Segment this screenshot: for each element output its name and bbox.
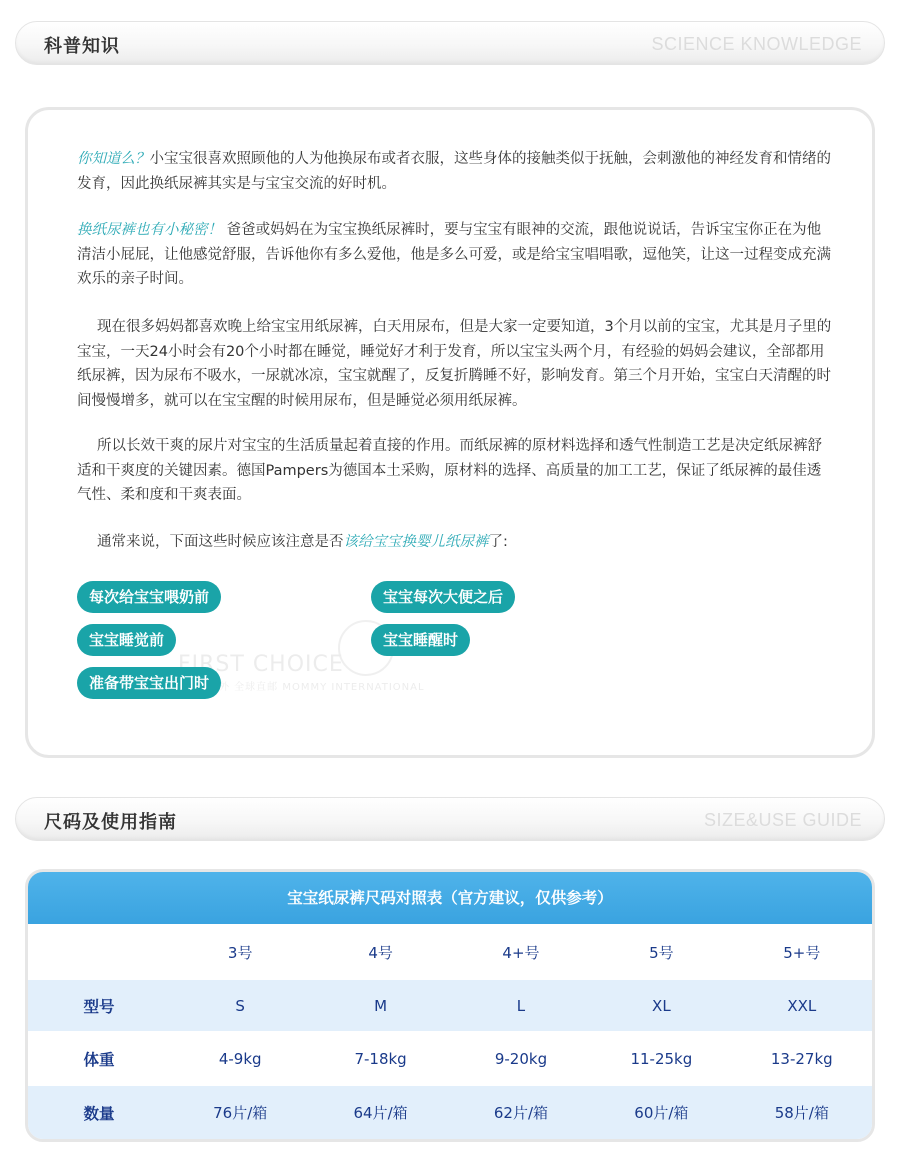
section-title: 科普知识 xyxy=(44,36,120,57)
science-knowledge-header xyxy=(15,21,885,65)
table-cell: 4-9kg xyxy=(170,1031,310,1086)
table-cell: 62片/箱 xyxy=(451,1086,591,1139)
tip-pill: 宝宝睡醒时 xyxy=(371,624,470,656)
paragraph-did-you-know xyxy=(77,147,832,196)
table-cell: 64片/箱 xyxy=(310,1086,450,1139)
section-title: 尺码及使用指南 xyxy=(44,812,177,833)
table-row xyxy=(28,980,872,1031)
table-cell: 13-27kg xyxy=(732,1031,872,1086)
row-label: 型号 xyxy=(28,980,170,1031)
table-corner-cell xyxy=(28,924,170,980)
size-header-cell: 4号 xyxy=(310,924,450,980)
paragraph-text: 通常来说，下面这些时候应该注意是否 xyxy=(97,534,344,550)
size-header-cell: 5号 xyxy=(591,924,731,980)
size-table xyxy=(28,924,872,1139)
watermark-subtext: 海外 全球直邮 MOMMY INTERNATIONAL xyxy=(208,682,425,693)
table-cell: 7-18kg xyxy=(310,1031,450,1086)
table-header-row xyxy=(28,924,872,980)
handwritten-lead: 换纸尿裤也有小秘密！ xyxy=(77,222,222,238)
tip-pill: 宝宝睡觉前 xyxy=(77,624,176,656)
size-guide-header xyxy=(15,797,885,841)
paragraph-usage: 现在很多妈妈都喜欢晚上给宝宝用纸尿裤，白天用尿布，但是大家一定要知道，3个月以前的宝宝，尤其是月子里的宝宝，一天24小时会有20个小时都在睡觉，睡觉好才利于发育，所以宝宝头两个月，有经验的妈妈会建议，全部都用纸尿裤，因为尿布不吸水，一尿就冰凉，宝宝就醒了，反复折腾睡不好，影响发育。第三个月开始，宝宝白天清醒的时间慢慢增多，就可以在宝宝醒的时候用尿布，但是睡觉必须用纸尿裤。 xyxy=(77,319,832,409)
paragraph-text: 小宝宝很喜欢照顾他的人为他换尿布或者衣服，这些身体的接触类似于抚触，会刺激他的神经发育和情绪的发育，因此换纸尿裤其实是与宝宝交流的好时机。 xyxy=(77,151,831,192)
paragraph-tail: 了: xyxy=(488,534,508,550)
table-cell: 9-20kg xyxy=(451,1031,591,1086)
table-cell: XXL xyxy=(732,980,872,1031)
size-header-cell: 5+号 xyxy=(732,924,872,980)
table-cell: S xyxy=(170,980,310,1031)
section-subtitle: SCIENCE KNOWLEDGE xyxy=(651,34,862,54)
table-row xyxy=(28,1086,872,1139)
table-cell: L xyxy=(451,980,591,1031)
tip-pill: 准备带宝宝出门时 xyxy=(77,667,221,699)
table-cell: XL xyxy=(591,980,731,1031)
row-label: 体重 xyxy=(28,1031,170,1086)
tip-pill: 每次给宝宝喂奶前 xyxy=(77,581,221,613)
table-row xyxy=(28,1031,872,1086)
tip-pill: 宝宝每次大便之后 xyxy=(371,581,515,613)
table-cell: M xyxy=(310,980,450,1031)
paragraph-secret xyxy=(77,218,832,292)
size-header-cell: 4+号 xyxy=(451,924,591,980)
table-cell: 58片/箱 xyxy=(732,1086,872,1139)
handwritten-highlight: 该给宝宝换婴儿纸尿裤 xyxy=(343,534,489,550)
handwritten-lead: 你知道么？ xyxy=(77,151,150,167)
table-cell: 11-25kg xyxy=(591,1031,731,1086)
size-header-cell: 3号 xyxy=(170,924,310,980)
knowledge-panel xyxy=(25,107,875,758)
size-chart-title: 宝宝纸尿裤尺码对照表（官方建议，仅供参考） xyxy=(28,872,872,924)
section-subtitle: SIZE&USE GUIDE xyxy=(703,810,862,830)
paragraph-text: 爸爸或妈妈在为宝宝换纸尿裤时，要与宝宝有眼神的交流，跟他说说话，告诉宝宝你正在为他清洁小屁屁，让他感觉舒服，告诉他你有多么爱他，他是多么可爱，或是给宝宝唱唱歌，逗他笑，让这一过程变成充满欢乐的亲子时间。 xyxy=(77,222,831,287)
size-chart xyxy=(25,869,875,1142)
table-cell: 76片/箱 xyxy=(170,1086,310,1139)
paragraph-when-to-change xyxy=(77,530,832,555)
paragraph-material: 所以长效干爽的尿片对宝宝的生活质量起着直接的作用。而纸尿裤的原材料选择和透气性制造工艺是决定纸尿裤舒适和干爽度的关键因素。德国Pampers为德国本土采购，原材料的选择、高质量的加工工艺，保证了纸尿裤的最佳透气性、柔和度和干爽表面。 xyxy=(77,438,822,503)
row-label: 数量 xyxy=(28,1086,170,1139)
table-cell: 60片/箱 xyxy=(591,1086,731,1139)
watermark-text: FIRST CHOICE xyxy=(178,652,344,677)
